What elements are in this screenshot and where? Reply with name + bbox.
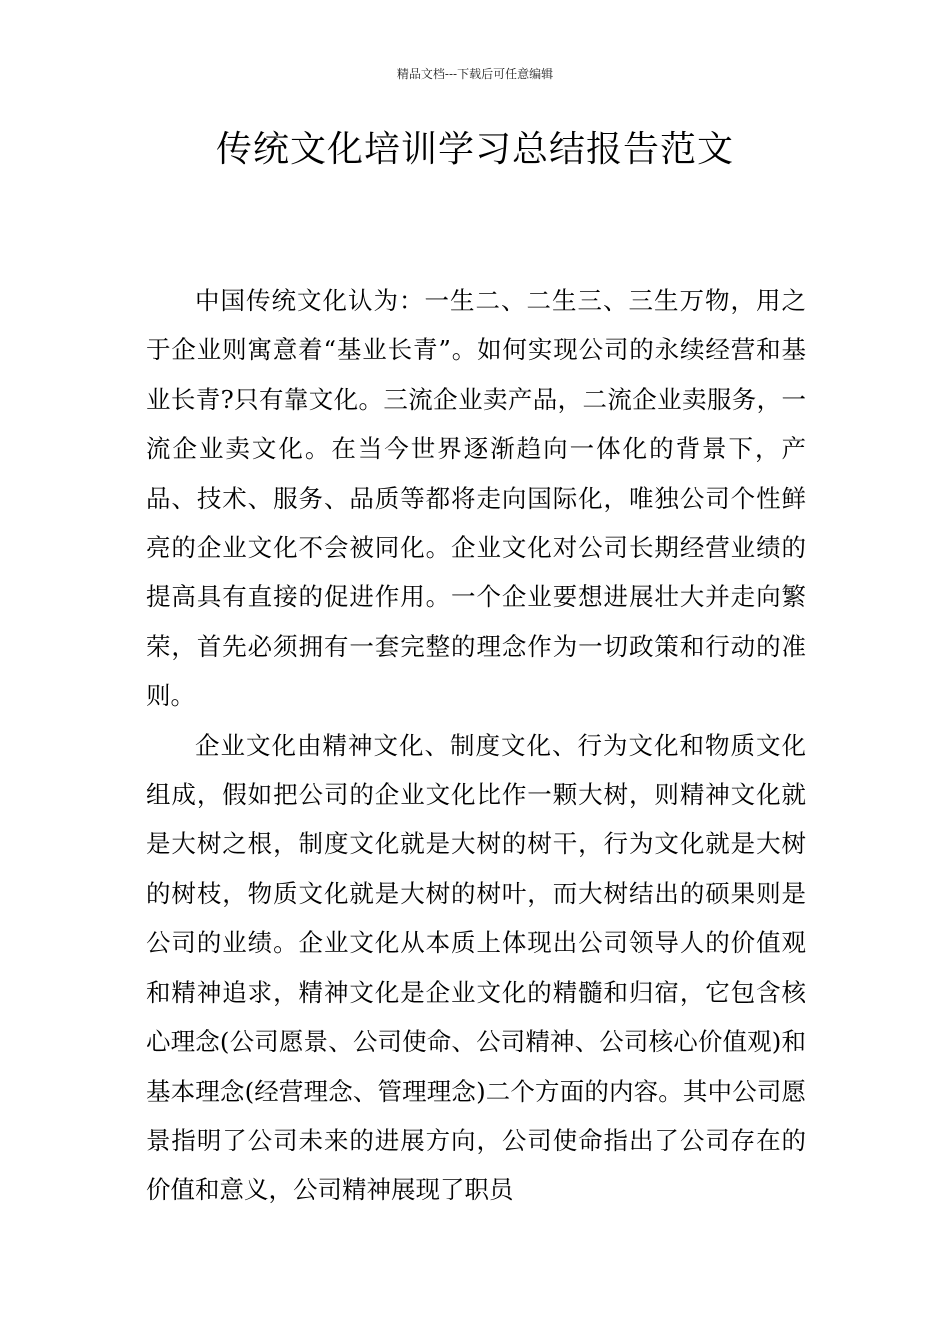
document-title: 传统文化培训学习总结报告范文 [215,129,734,170]
page-header: 精品文档---下载后可任意编辑 [396,67,554,81]
paragraph: 中国传统文化认为：一生二、二生三、三生万物，用之于企业则寓意着“基业长青”。如何实现公司的永续经营和基业长青?只有靠文化。三流企业卖产品，二流企业卖服务，一流企业卖文化。在当今世界逐渐趋向一体化的背景下，产品、技术、服务、品质等都将走向国际化，唯独公司个性鲜亮的企业文化不会被同化。企业文化对公司长期经营业绩的提高具有直接的促进作用。一个企业要想进展壮大并走向繁荣，首先必须拥有一套完整的理念作为一切政策和行动的准则。 [146,286,806,711]
document-body [146,276,806,1215]
paragraph: 企业文化由精神文化、制度文化、行为文化和物质文化组成，假如把公司的企业文化比作一颗大树，则精神文化就是大树之根，制度文化就是大树的树干，行为文化就是大树的树枝，物质文化就是大树的树叶，而大树结出的硕果则是公司的业绩。企业文化从本质上体现出公司领导人的价值观和精神追求，精神文化是企业文化的精髓和归宿，它包含核心理念(公司愿景、公司使命、公司精神、公司核心价值观)和基本理念(经营理念、管理理念)二个方面的内容。其中公司愿景指明了公司未来的进展方向，公司使命指出了公司存在的价值和意义，公司精神展现了职员 [146,730,806,1205]
